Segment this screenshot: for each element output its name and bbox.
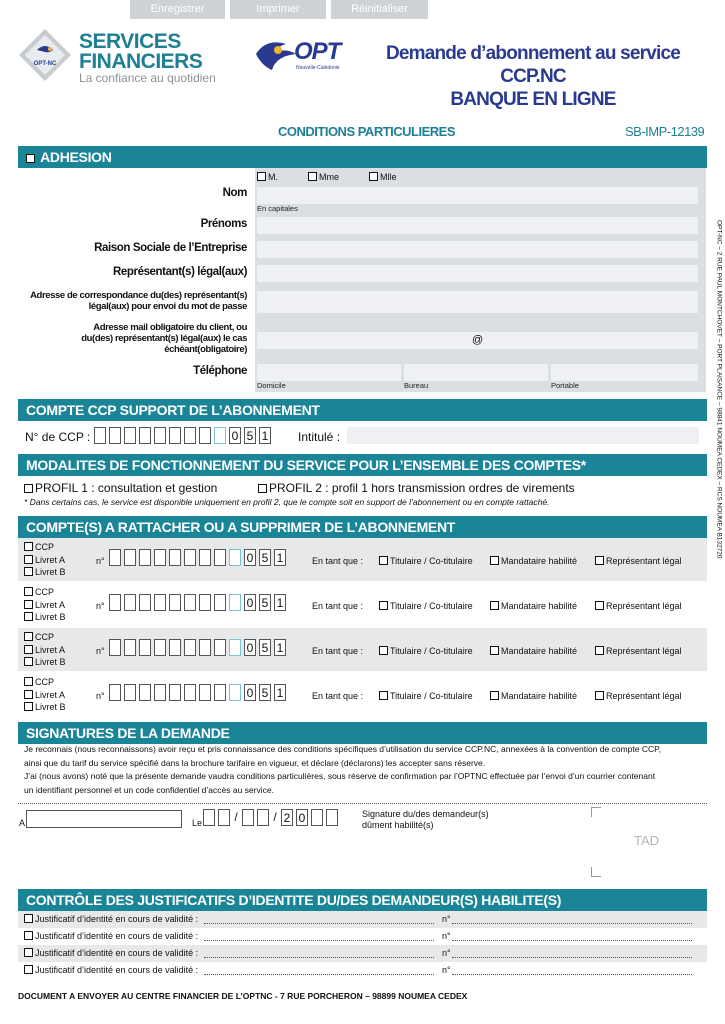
raison-label: Raison Sociale de l’Entreprise: [94, 242, 247, 254]
civ-mlle[interactable]: Mlle: [369, 172, 397, 182]
justif-no-label: n°: [442, 965, 451, 975]
account-type-options[interactable]: CCP Livret A Livret B: [24, 631, 66, 669]
civ-m[interactable]: M.: [257, 172, 278, 182]
prenoms-input[interactable]: [257, 217, 698, 234]
justif-checkbox[interactable]: Justificatif d’identité en cours de validité :: [24, 914, 198, 924]
divider: [18, 803, 707, 804]
lieu-label: A: [19, 818, 26, 828]
justif-number-field[interactable]: [452, 914, 692, 924]
signature-label: Signature du/des demandeur(s) dûment habilité(s): [362, 809, 489, 830]
role-mandataire[interactable]: Mandataire habilité: [490, 691, 577, 701]
role-representant[interactable]: Représentant légal: [595, 601, 682, 611]
controle-header: CONTRÔLE DES JUSTIFICATIFS D’IDENTITE DU/DES DEMANDEUR(S) HABILITE(S): [18, 889, 707, 911]
ccp-number-input[interactable]: 0 5 1: [94, 427, 271, 444]
account-type-options[interactable]: CCP Livret A Livret B: [24, 676, 66, 714]
bureau-hint: Bureau: [404, 381, 429, 390]
portable-hint: Portable: [551, 381, 579, 390]
justif-checkbox[interactable]: Justificatif d’identité en cours de validité :: [24, 931, 198, 941]
date-input[interactable]: / / 2 0: [203, 809, 338, 826]
adhesion-checkbox[interactable]: [26, 154, 35, 163]
at-sign: @: [472, 334, 484, 346]
justif-checkbox[interactable]: Justificatif d’identité en cours de validité :: [24, 948, 198, 958]
qualite-label: En tant que :: [312, 691, 364, 701]
caps-hint: En capitales: [257, 204, 298, 213]
nom-label: Nom: [222, 187, 247, 199]
reset-button[interactable]: Réinitialiser: [331, 0, 428, 19]
print-button[interactable]: Imprimer: [230, 0, 326, 19]
role-representant[interactable]: Représentant légal: [595, 556, 682, 566]
conditions-title: CONDITIONS PARTICULIERES: [278, 124, 455, 139]
brand-title-2: FINANCIERS: [79, 50, 203, 73]
role-titulaire[interactable]: Titulaire / Co-titulaire: [379, 601, 473, 611]
role-titulaire[interactable]: Titulaire / Co-titulaire: [379, 556, 473, 566]
rattacher-header: COMPTE(S) A RATTACHER OU A SUPPRIMER DE L’ABONNEMENT: [18, 516, 707, 538]
adhesion-header: ADHESION: [18, 146, 707, 168]
account-no-label: n°: [96, 556, 105, 566]
justif-number-field[interactable]: [452, 948, 692, 958]
justif-no-label: n°: [442, 931, 451, 941]
role-mandataire[interactable]: Mandataire habilité: [490, 646, 577, 656]
justif-no-label: n°: [442, 948, 451, 958]
profil-2-option[interactable]: PROFIL 2 : profil 1 hors transmission ordres de virements: [258, 481, 575, 495]
prenoms-label: Prénoms: [200, 218, 247, 230]
justif-type-field[interactable]: [204, 965, 434, 975]
rep-label: Représentant(s) légal(aux): [112, 266, 247, 278]
mail-label: Adresse mail obligatoire du client, ou du(des) représentant(s) légal(aux) le cas échéant(obligatoire): [81, 322, 247, 355]
justif-no-label: n°: [442, 914, 451, 924]
role-titulaire[interactable]: Titulaire / Co-titulaire: [379, 691, 473, 701]
tad-stamp-area: TAD: [634, 833, 660, 848]
lieu-input[interactable]: [26, 810, 182, 828]
profil-1-option[interactable]: PROFIL 1 : consultation et gestion: [24, 481, 217, 495]
account-number-input[interactable]: 0 5 1: [109, 684, 286, 701]
raison-input[interactable]: [257, 241, 698, 258]
tel-bureau-input[interactable]: [404, 364, 548, 381]
intitule-input[interactable]: [347, 427, 699, 444]
qualite-label: En tant que :: [312, 556, 364, 566]
domicile-hint: Domicile: [257, 381, 286, 390]
justif-number-field[interactable]: [452, 965, 692, 975]
adr-input[interactable]: [257, 291, 698, 313]
opt-nc-diamond-logo: OPT-NC: [18, 28, 72, 82]
account-no-label: n°: [96, 646, 105, 656]
opt-logo: OPT Nouvelle-Calédonie: [254, 36, 354, 76]
signatures-text: Je reconnais (nous reconnaissons) avoir reçu et pris connaissance des conditions spécifiques d’utilisation du service CCP.NC, annexées à la convention de compte CCP, ainsi que du tarif du service spécifié dans la brochure tarifaire en vigueur, et déclare (déclarons) les accepter sans réserve. J’ai (nous avons) noté que la présente demande vaudra conditions particulières, sous réserve de confirmation par l’OPTNC effectuée par l’envoi d’un courrier contenant un identifiant personnel et un code confidentiel d’accès au service.: [24, 744, 662, 795]
justif-checkbox[interactable]: Justificatif d’identité en cours de validité :: [24, 965, 198, 975]
account-number-input[interactable]: 0 5 1: [109, 549, 286, 566]
tel-label: Téléphone: [193, 365, 247, 377]
save-button[interactable]: Enregistrer: [130, 0, 225, 19]
intitule-label: Intitulé :: [298, 430, 341, 444]
justif-type-field[interactable]: [204, 948, 434, 958]
modalites-header: MODALITES DE FONCTIONNEMENT DU SERVICE POUR L’ENSEMBLE DES COMPTES*: [18, 454, 707, 476]
justif-number-field[interactable]: [452, 931, 692, 941]
role-representant[interactable]: Représentant légal: [595, 691, 682, 701]
form-reference: SB-IMP-12139: [625, 124, 705, 139]
signatures-header: SIGNATURES DE LA DEMANDE: [18, 722, 707, 744]
civ-mme[interactable]: Mme: [308, 172, 339, 182]
account-type-options[interactable]: CCP Livret A Livret B: [24, 586, 66, 624]
justif-type-field[interactable]: [204, 914, 434, 924]
account-no-label: n°: [96, 691, 105, 701]
adr-label: Adresse de correspondance du(des) représentant(s) légal(aux) pour envoi du mot de passe: [30, 290, 247, 312]
modalites-note: * Dans certains cas, le service est disponible uniquement en profil 2, que le compte soit en support de l’abonnement ou en compte rattaché.: [24, 497, 550, 507]
rep-input[interactable]: [257, 265, 698, 282]
qualite-label: En tant que :: [312, 646, 364, 656]
brand-title-1: SERVICES: [79, 30, 181, 53]
date-label: Le: [192, 818, 203, 828]
side-address: OPT-NC – 2 RUE PAUL MONTCHOVET – PORT PLAISANCE – 98841 NOUMEA CEDEX – RCS NOUMEA B132720: [715, 220, 722, 559]
page-title: Demande d’abonnement au service CCP.NC BANQUE EN LIGNE: [385, 43, 681, 110]
brand-tagline: La confiance au quotidien: [79, 71, 216, 85]
account-number-input[interactable]: 0 5 1: [109, 639, 286, 656]
ccp-label: N° de CCP :: [25, 430, 91, 444]
footer-address: DOCUMENT A ENVOYER AU CENTRE FINANCIER DE L’OPTNC - 7 RUE PORCHERON – 98899 NOUMEA CEDEX: [18, 991, 468, 1001]
account-no-label: n°: [96, 601, 105, 611]
tel-domicile-input[interactable]: [257, 364, 401, 381]
role-representant[interactable]: Représentant légal: [595, 646, 682, 656]
role-titulaire[interactable]: Titulaire / Co-titulaire: [379, 646, 473, 656]
nom-input[interactable]: [257, 187, 698, 204]
role-mandataire[interactable]: Mandataire habilité: [490, 556, 577, 566]
account-type-options[interactable]: CCP Livret A Livret B: [24, 541, 66, 579]
tel-portable-input[interactable]: [551, 364, 698, 381]
qualite-label: En tant que :: [312, 601, 364, 611]
justif-type-field[interactable]: [204, 931, 434, 941]
role-mandataire[interactable]: Mandataire habilité: [490, 601, 577, 611]
account-number-input[interactable]: 0 5 1: [109, 594, 286, 611]
compte-header: COMPTE CCP SUPPORT DE L’ABONNEMENT: [18, 399, 707, 421]
